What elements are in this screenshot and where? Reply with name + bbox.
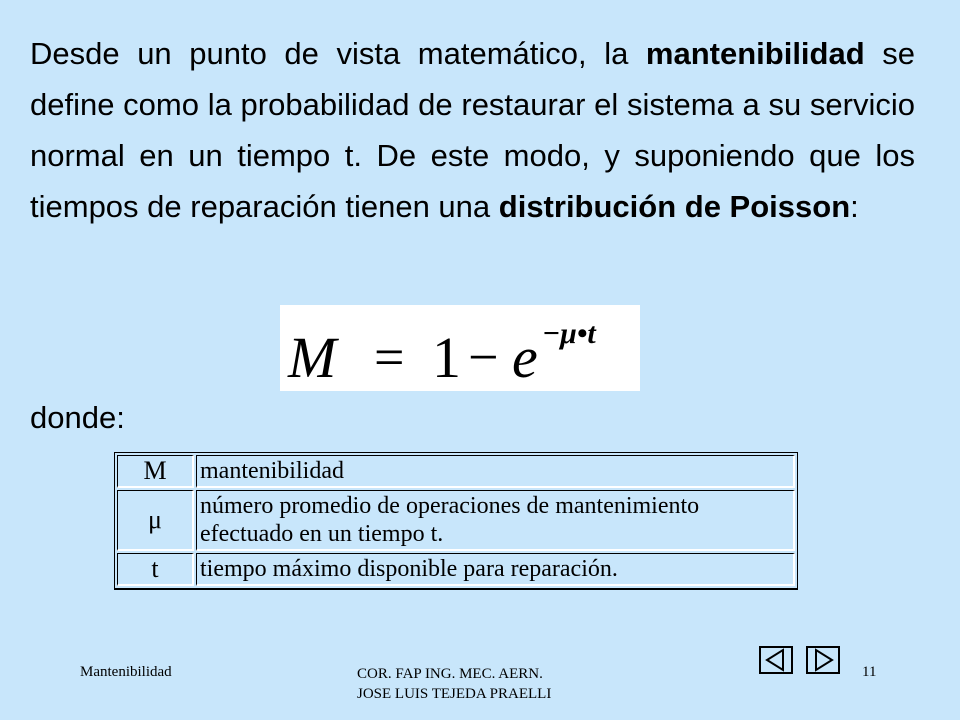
table-row: [117, 490, 795, 551]
definitions-table: [114, 452, 798, 590]
formula-lhs: M: [288, 325, 337, 390]
formula-base: e: [512, 325, 538, 390]
page-number: 11: [862, 664, 877, 680]
triangle-left-icon: [761, 648, 791, 672]
footer-author: [357, 664, 551, 704]
formula-exponent: −μ•t: [542, 317, 596, 350]
donde-label: donde:: [30, 400, 125, 435]
footer-title: Mantenibilidad: [80, 664, 172, 680]
body-paragraph: [30, 28, 915, 232]
footer-author-line-1: COR. FAP ING. MEC. AERN.: [357, 666, 543, 682]
next-slide-button[interactable]: [806, 646, 840, 674]
triangle-right-icon: [808, 648, 838, 672]
symbol-cell: μ: [117, 490, 194, 551]
paragraph-bold-mantenibilidad: mantenibilidad: [645, 36, 865, 71]
paragraph-text-1: Desde un punto de vista matemático, la: [30, 36, 646, 71]
formula-minus: −: [468, 327, 499, 387]
description-cell: tiempo máximo disponible para reparación.: [196, 553, 795, 586]
formula-one: 1: [432, 325, 461, 390]
paragraph-text-2: se define como la probabilidad de restaurar el sistema a su servicio normal en un tiempo t. De este modo, y suponiendo que los tiempos de reparación tienen una: [30, 36, 915, 224]
symbol-cell: t: [117, 553, 194, 586]
paragraph-text-3: :: [850, 189, 859, 224]
formula-image: [280, 305, 640, 391]
previous-slide-button[interactable]: [759, 646, 793, 674]
table-row: [117, 553, 795, 586]
footer-author-line-2: JOSE LUIS TEJEDA PRAELLI: [357, 686, 552, 702]
description-cell: número promedio de operaciones de mantenimiento efectuado en un tiempo t.: [196, 490, 795, 551]
table-row: [117, 455, 795, 488]
paragraph-bold-poisson: distribución de Poisson: [498, 189, 851, 224]
symbol-cell: M: [117, 455, 194, 488]
formula-equals: =: [374, 327, 405, 387]
description-cell: mantenibilidad: [196, 455, 795, 488]
